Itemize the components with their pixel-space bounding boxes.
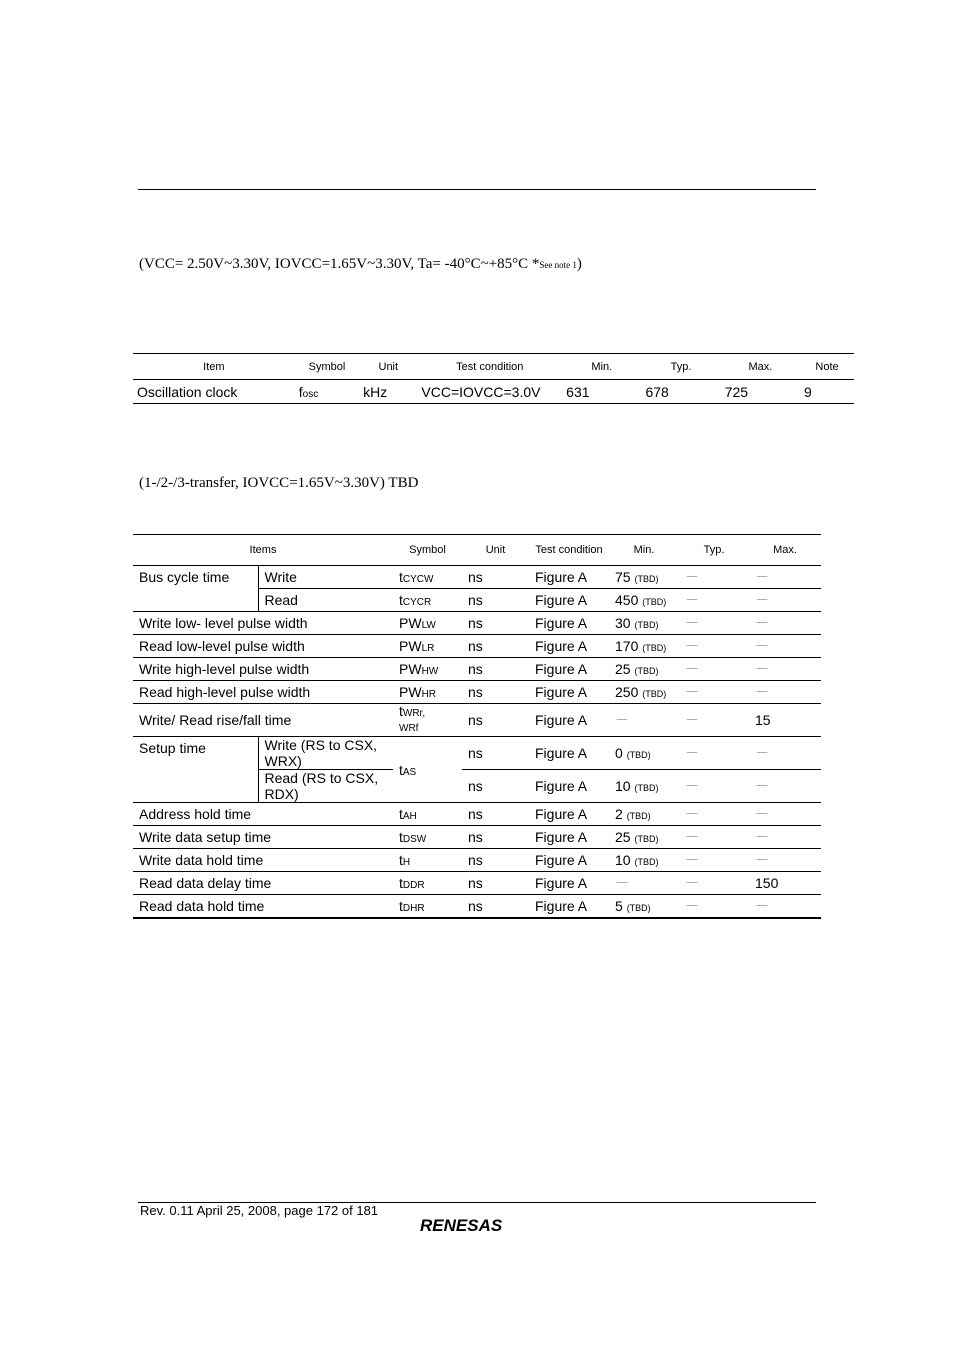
symbol-cell: PWHW <box>393 658 462 681</box>
header-rule <box>138 189 816 190</box>
col-header: Symbol <box>393 535 462 566</box>
table-row <box>133 380 854 404</box>
condition-cell: VCC=IOVCC=3.0V <box>417 380 562 404</box>
max-cell: － <box>749 681 821 704</box>
unit-cell: ns <box>462 704 529 737</box>
unit-cell: ns <box>462 737 529 770</box>
col-header: Test condition <box>529 535 609 566</box>
max-cell: － <box>749 770 821 803</box>
condition-cell: Figure A <box>529 895 609 919</box>
table-row <box>133 826 821 849</box>
col-header: Unit <box>462 535 529 566</box>
min-cell: 10 (TBD) <box>609 849 679 872</box>
condition-cell: Figure A <box>529 658 609 681</box>
condition-cell: Figure A <box>529 849 609 872</box>
max-cell: － <box>749 635 821 658</box>
unit-cell: ns <box>462 803 529 826</box>
min-cell: 75 (TBD) <box>609 566 679 589</box>
condition-cell: Figure A <box>529 803 609 826</box>
symbol-cell: tCYCW <box>393 566 462 589</box>
col-header: Min. <box>609 535 679 566</box>
item-cell: Setup time <box>133 737 258 803</box>
max-cell: － <box>749 658 821 681</box>
operating-conditions: (VCC= 2.50V~3.30V, IOVCC=1.65V~3.30V, Ta= -40°C~+85°C *See note 1) <box>139 256 582 272</box>
min-cell: 250 (TBD) <box>609 681 679 704</box>
min-cell: 450 (TBD) <box>609 589 679 612</box>
item-cell: Read low-level pulse width <box>133 635 393 658</box>
subitem-cell: Read (RS to CSX, RDX) <box>258 770 393 803</box>
table-header-row <box>133 354 854 380</box>
table-row <box>133 658 821 681</box>
col-header: Item <box>133 354 295 380</box>
subitem-cell: Read <box>258 589 393 612</box>
oscillation-table <box>133 353 854 404</box>
typ-cell: － <box>679 566 749 589</box>
symbol-cell: PWLR <box>393 635 462 658</box>
item-cell: Write data setup time <box>133 826 393 849</box>
symbol-cell: tDHR <box>393 895 462 919</box>
col-header: Typ. <box>679 535 749 566</box>
unit-cell: ns <box>462 635 529 658</box>
col-header: Items <box>133 535 393 566</box>
symbol-cell: tAS <box>393 737 462 803</box>
max-cell: － <box>749 895 821 919</box>
col-header: Symbol <box>295 354 359 380</box>
item-cell: Read high-level pulse width <box>133 681 393 704</box>
typ-cell: － <box>679 635 749 658</box>
min-cell: 25 (TBD) <box>609 658 679 681</box>
unit-cell: kHz <box>359 380 417 404</box>
symbol-cell: tAH <box>393 803 462 826</box>
timing-table <box>133 534 821 919</box>
unit-cell: ns <box>462 849 529 872</box>
typ-cell: － <box>679 803 749 826</box>
item-cell: Bus cycle time <box>133 566 258 612</box>
condition-cell: Figure A <box>529 770 609 803</box>
symbol-cell: PWLW <box>393 612 462 635</box>
max-cell: 15 <box>749 704 821 737</box>
page-footer: Rev. 0.11 April 25, 2008, page 172 of 181 <box>140 1203 379 1218</box>
condition-cell: Figure A <box>529 612 609 635</box>
unit-cell: ns <box>462 658 529 681</box>
symbol-cell: tCYCR <box>393 589 462 612</box>
unit-cell: ns <box>462 895 529 919</box>
max-cell: － <box>749 737 821 770</box>
typ-cell: － <box>679 589 749 612</box>
condition-cell: Figure A <box>529 566 609 589</box>
min-cell: 0 (TBD) <box>609 737 679 770</box>
max-cell: － <box>749 826 821 849</box>
item-cell: Address hold time <box>133 803 393 826</box>
min-cell: 5 (TBD) <box>609 895 679 919</box>
col-header: Test condition <box>417 354 562 380</box>
min-cell: 2 (TBD) <box>609 803 679 826</box>
table-row <box>133 737 821 770</box>
min-cell: 10 (TBD) <box>609 770 679 803</box>
table-row <box>133 849 821 872</box>
min-cell: － <box>609 704 679 737</box>
condition-cell: Figure A <box>529 635 609 658</box>
svg-text:RENESAS: RENESAS <box>420 1216 503 1234</box>
max-cell: 150 <box>749 872 821 895</box>
item-cell: Write/ Read rise/fall time <box>133 704 393 737</box>
table-header-row <box>133 535 821 566</box>
symbol-cell: tDDR <box>393 872 462 895</box>
symbol-cell: tDSW <box>393 826 462 849</box>
col-header: Max. <box>721 354 800 380</box>
col-header: Typ. <box>641 354 720 380</box>
max-cell: － <box>749 589 821 612</box>
col-header: Unit <box>359 354 417 380</box>
symbol-cell: tWRr, WRf <box>393 704 462 737</box>
item-cell: Write high-level pulse width <box>133 658 393 681</box>
typ-cell: － <box>679 849 749 872</box>
table-row <box>133 612 821 635</box>
typ-cell: － <box>679 826 749 849</box>
transfer-conditions: (1-/2-/3-transfer, IOVCC=1.65V~3.30V) TBD <box>139 475 419 491</box>
item-cell: Write data hold time <box>133 849 393 872</box>
typ-cell: － <box>679 612 749 635</box>
unit-cell: ns <box>462 566 529 589</box>
max-cell: － <box>749 803 821 826</box>
unit-cell: ns <box>462 681 529 704</box>
symbol-cell: tH <box>393 849 462 872</box>
table-row <box>133 635 821 658</box>
table-row <box>133 704 821 737</box>
item-cell: Write low- level pulse width <box>133 612 393 635</box>
condition-cell: Figure A <box>529 826 609 849</box>
condition-cell: Figure A <box>529 704 609 737</box>
table-row <box>133 803 821 826</box>
typ-cell: － <box>679 872 749 895</box>
item-cell: Read data delay time <box>133 872 393 895</box>
col-header: Min. <box>562 354 641 380</box>
unit-cell: ns <box>462 770 529 803</box>
unit-cell: ns <box>462 872 529 895</box>
symbol-cell: fosc <box>295 380 359 404</box>
min-cell: 631 <box>562 380 641 404</box>
condition-cell: Figure A <box>529 737 609 770</box>
col-header: Note <box>800 354 854 380</box>
max-cell: － <box>749 566 821 589</box>
item-cell: Read data hold time <box>133 895 393 919</box>
item-cell: Oscillation clock <box>133 380 295 404</box>
condition-cell: Figure A <box>529 872 609 895</box>
condition-cell: Figure A <box>529 681 609 704</box>
symbol-cell: PWHR <box>393 681 462 704</box>
min-cell: 30 (TBD) <box>609 612 679 635</box>
unit-cell: ns <box>462 612 529 635</box>
typ-cell: 678 <box>641 380 720 404</box>
table-row <box>133 872 821 895</box>
table-row <box>133 895 821 919</box>
typ-cell: － <box>679 681 749 704</box>
min-cell: － <box>609 872 679 895</box>
typ-cell: － <box>679 704 749 737</box>
subitem-cell: Write <box>258 566 393 589</box>
table-row <box>133 566 821 589</box>
min-cell: 170 (TBD) <box>609 635 679 658</box>
timing-body <box>133 566 821 919</box>
typ-cell: － <box>679 658 749 681</box>
col-header: Max. <box>749 535 821 566</box>
max-cell: － <box>749 612 821 635</box>
max-cell: － <box>749 849 821 872</box>
typ-cell: － <box>679 737 749 770</box>
max-cell: 725 <box>721 380 800 404</box>
min-cell: 25 (TBD) <box>609 826 679 849</box>
unit-cell: ns <box>462 589 529 612</box>
note-cell: 9 <box>800 380 854 404</box>
unit-cell: ns <box>462 826 529 849</box>
renesas-logo <box>420 1216 532 1239</box>
table-row <box>133 681 821 704</box>
condition-cell: Figure A <box>529 589 609 612</box>
subitem-cell: Write (RS to CSX, WRX) <box>258 737 393 770</box>
typ-cell: － <box>679 895 749 919</box>
typ-cell: － <box>679 770 749 803</box>
